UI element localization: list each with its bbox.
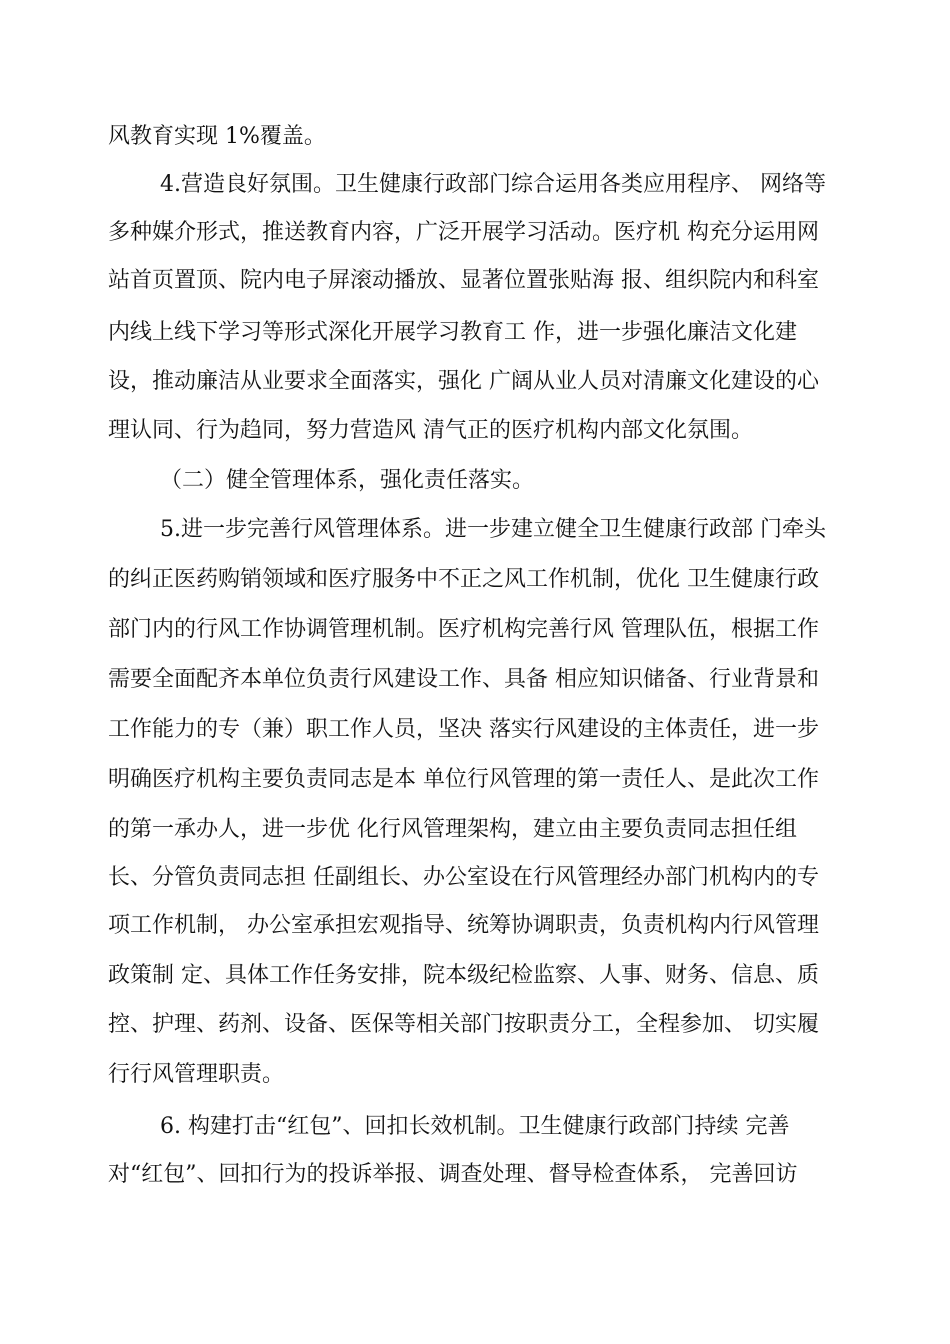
- text-line: 风教育实现 1%覆盖。: [108, 124, 326, 149]
- text-line: 对“红包”、回扣行为的投诉举报、调查处理、督导检查体系， 完善回访: [108, 1162, 798, 1187]
- text-line: 需要全面配齐本单位负责行风建设工作、具备 相应知识储备、行业背景和: [108, 667, 819, 692]
- text-line: 项工作机制， 办公室承担宏观指导、统筹协调职责，负责机构内行风管理: [108, 913, 819, 938]
- text-line: 4.营造良好氛围。卫生健康行政部门综合运用各类应用程序、 网络等: [160, 172, 826, 197]
- text-line: 的纠正医药购销领域和医疗服务中不正之风工作机制，优化 卫生健康行政: [108, 567, 819, 592]
- text-line: 行行风管理职责。: [108, 1062, 285, 1087]
- text-line: 6. 构建打击“红包”、回扣长效机制。卫生健康行政部门持续 完善: [160, 1114, 790, 1139]
- text-line: 政策制 定、具体工作任务安排，院本级纪检监察、人事、财务、信息、质: [108, 963, 819, 988]
- text-line: 内线上线下学习等形式深化开展学习教育工 作，进一步强化廉洁文化建: [108, 320, 797, 345]
- text-line: 多种媒介形式，推送教育内容，广泛开展学习活动。医疗机 构充分运用网: [108, 220, 819, 245]
- text-line: 部门内的行风工作协调管理机制。医疗机构完善行风 管理队伍，根据工作: [108, 617, 819, 642]
- text-line: 的第一承办人，进一步优 化行风管理架构，建立由主要负责同志担任组: [108, 817, 797, 842]
- text-line: 长、分管负责同志担 任副组长、办公室设在行风管理经办部门机构内的专: [108, 865, 819, 890]
- text-line: 控、护理、药剂、设备、医保等相关部门按职责分工，全程参加、 切实履: [108, 1012, 819, 1037]
- text-line: 站首页置顶、院内电子屏滚动播放、显著位置张贴海 报、组织院内和科室: [108, 268, 819, 293]
- text-line: 明确医疗机构主要负责同志是本 单位行风管理的第一责任人、是此次工作: [108, 767, 819, 792]
- text-line: 设，推动廉洁从业要求全面落实，强化 广阔从业人员对清廉文化建设的心: [108, 369, 819, 394]
- text-line: 理认同、行为趋同，努力营造风 清气正的医疗机构内部文化氛围。: [108, 418, 753, 443]
- text-line: 工作能力的专（兼）职工作人员，坚决 落实行风建设的主体责任，进一步: [108, 717, 819, 742]
- text-line: 5.进一步完善行风管理体系。进一步建立健全卫生健康行政部 门牵头: [160, 517, 826, 542]
- section-heading: （二）健全管理体系，强化责任落实。: [160, 468, 535, 493]
